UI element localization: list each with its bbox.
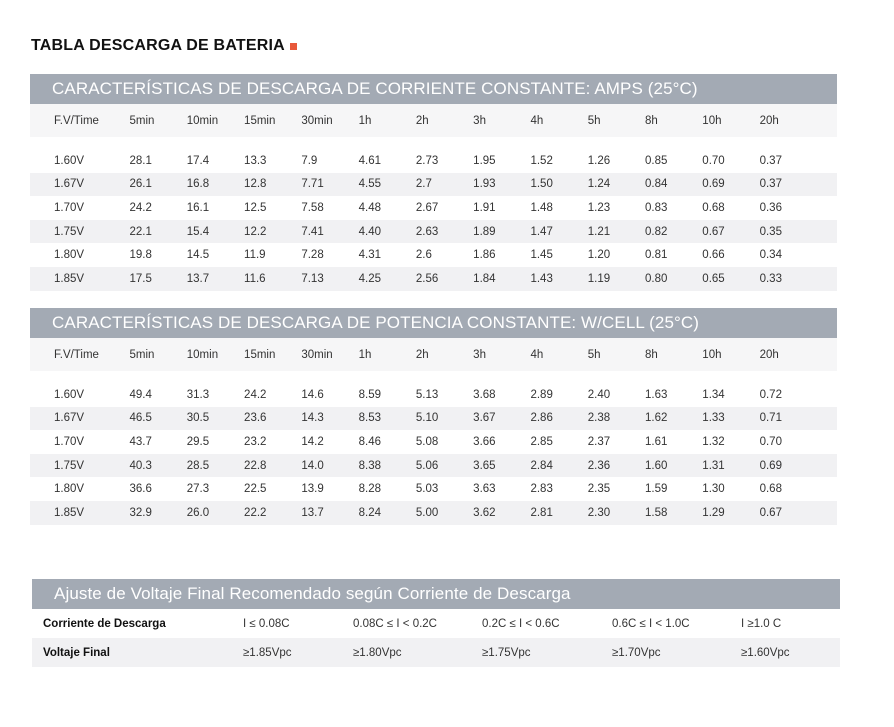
final-voltage-cell: 1.67V: [30, 173, 129, 197]
value-cell: 3.66: [473, 435, 496, 448]
column-header: 30min: [301, 338, 358, 371]
value-cell: 22.5: [244, 483, 267, 496]
value-cell: 0.68: [759, 483, 782, 496]
table-row: [30, 173, 837, 197]
value-cell: 7.71: [301, 173, 358, 197]
value-cell: 14.5: [186, 249, 210, 262]
value-cell: 40.3: [129, 454, 186, 478]
value-cell: 2.35: [587, 483, 611, 496]
value-cell: 26.1: [129, 173, 186, 197]
value-cell: 15.4: [187, 220, 244, 244]
value-cell: 4.31: [358, 249, 381, 262]
column-header: 20h: [760, 338, 837, 371]
value-cell: 22.1: [129, 220, 186, 244]
value-cell: 0.35: [760, 220, 837, 244]
column-header: 4h: [530, 338, 587, 371]
column-header: 1h: [359, 338, 416, 371]
column-header: 3h: [473, 104, 530, 137]
value-cell: 0.67: [702, 220, 759, 244]
value-cell: 2.36: [588, 454, 645, 478]
value-cell: 1.63: [645, 388, 668, 401]
column-header: F.V/Time: [30, 104, 129, 137]
value-cell: 11.6: [244, 267, 301, 291]
amps-section: [30, 74, 837, 291]
table-row: [30, 267, 837, 291]
value-cell: 5.00: [416, 501, 473, 525]
value-cell: 24.2: [244, 388, 267, 401]
value-cell: 1.45: [530, 249, 553, 262]
value-cell: 7.41: [301, 220, 358, 244]
accent-square-icon: [290, 43, 297, 50]
column-header: 4h: [530, 104, 587, 137]
column-header: 30min: [301, 104, 358, 137]
value-cell: 1.58: [645, 501, 702, 525]
value-cell: 1.50: [530, 173, 587, 197]
column-header: 15min: [244, 338, 301, 371]
value-cell: 7.13: [301, 267, 358, 291]
value-cell: 0.82: [645, 220, 702, 244]
value-cell: 7.58: [301, 201, 324, 214]
value-cell: 2.63: [416, 220, 473, 244]
value-cell: 12.5: [244, 201, 267, 214]
value-cell: 0.37: [759, 154, 782, 167]
value-cell: 0.70: [702, 154, 725, 167]
value-cell: 1.29: [702, 501, 759, 525]
page-title: [31, 37, 297, 55]
column-header: 3h: [473, 338, 530, 371]
final-voltage-cell: 1.80V: [54, 249, 85, 262]
value-cell: 1.23: [587, 201, 611, 214]
value-cell: 4.40: [359, 220, 416, 244]
value-cell: ≥1.80Vpc: [352, 638, 481, 667]
value-cell: 1.59: [645, 483, 668, 496]
value-cell: 28.5: [187, 454, 244, 478]
value-cell: 8.46: [358, 435, 381, 448]
value-cell: 1.24: [588, 173, 645, 197]
value-cell: 1.60: [645, 454, 702, 478]
table-row: [30, 454, 837, 478]
watts-section: [30, 308, 837, 525]
value-cell: 46.5: [129, 407, 186, 431]
value-cell: 8.59: [358, 388, 381, 401]
value-cell: 2.86: [530, 407, 587, 431]
value-cell: 2.67: [415, 201, 439, 214]
value-cell: 4.61: [358, 154, 381, 167]
value-cell: 2.85: [530, 435, 553, 448]
value-cell: 16.1: [186, 201, 210, 214]
value-cell: 16.8: [187, 173, 244, 197]
value-cell: 1.52: [530, 154, 553, 167]
value-cell: I ≥1.0 C: [741, 617, 782, 630]
value-cell: 0.68: [702, 201, 725, 214]
table-row: [30, 196, 837, 220]
value-cell: 11.9: [244, 249, 266, 262]
value-cell: 0.65: [702, 267, 759, 291]
final-voltage-cell: 1.67V: [30, 407, 129, 431]
value-cell: 49.4: [129, 388, 152, 401]
value-cell: 7.28: [301, 249, 324, 262]
value-cell: 8.28: [358, 483, 381, 496]
value-cell: 2.73: [415, 154, 439, 167]
value-cell: 2.89: [530, 388, 553, 401]
value-cell: 2.38: [588, 407, 645, 431]
final-voltage-cell: 1.70V: [54, 201, 85, 214]
column-header: 10h: [702, 104, 759, 137]
column-header: 2h: [416, 338, 473, 371]
watts-header-row: [30, 338, 837, 371]
value-cell: 26.0: [187, 501, 244, 525]
table-row: [30, 149, 837, 173]
page-title-text: TABLA DESCARGA DE BATERIA: [31, 37, 285, 54]
value-cell: 1.19: [588, 267, 645, 291]
value-cell: 5.03: [415, 483, 439, 496]
table-row: [30, 477, 837, 501]
table-row: [32, 638, 840, 667]
value-cell: 0.34: [759, 249, 782, 262]
value-cell: 1.89: [473, 220, 530, 244]
value-cell: 0.6C ≤ I < 1.0C: [612, 617, 690, 630]
value-cell: 1.26: [587, 154, 611, 167]
value-cell: 22.2: [244, 501, 301, 525]
value-cell: 36.6: [129, 483, 152, 496]
watts-table: [30, 338, 837, 525]
row-label: Corriente de Descarga: [43, 617, 166, 630]
value-cell: 30.5: [187, 407, 244, 431]
value-cell: 0.80: [645, 267, 702, 291]
value-cell: 7.9: [301, 154, 318, 167]
value-cell: 27.3: [186, 483, 210, 496]
column-header: F.V/Time: [30, 338, 129, 371]
final-voltage-cell: 1.70V: [54, 435, 85, 448]
value-cell: 8.24: [359, 501, 416, 525]
value-cell: 13.7: [301, 501, 358, 525]
value-cell: 5.10: [416, 407, 473, 431]
value-cell: 0.08C ≤ I < 0.2C: [353, 617, 437, 630]
value-cell: 17.4: [186, 154, 210, 167]
value-cell: 0.72: [759, 388, 782, 401]
final-voltage-cell: 1.80V: [54, 483, 85, 496]
value-cell: 22.8: [244, 454, 301, 478]
value-cell: 29.5: [186, 435, 210, 448]
value-cell: 0.37: [760, 173, 837, 197]
value-cell: 8.38: [359, 454, 416, 478]
value-cell: 4.25: [359, 267, 416, 291]
final-voltage-cell: 1.60V: [54, 154, 85, 167]
voltage-table: [32, 609, 840, 667]
amps-heading: CARACTERÍSTICAS DE DESCARGA DE CORRIENTE CONSTANTE: AMPS (25°C): [30, 74, 837, 104]
table-row: [30, 430, 837, 454]
table-row: [30, 407, 837, 431]
column-header: 2h: [416, 104, 473, 137]
value-cell: 24.2: [129, 201, 152, 214]
final-voltage-cell: 1.85V: [30, 267, 129, 291]
value-cell: 1.84: [473, 267, 530, 291]
value-cell: 1.20: [587, 249, 611, 262]
value-cell: 0.71: [760, 407, 837, 431]
value-cell: 23.2: [244, 435, 267, 448]
value-cell: ≥1.85Vpc: [242, 638, 352, 667]
value-cell: 0.2C ≤ I < 0.6C: [482, 617, 560, 630]
value-cell: 1.95: [473, 154, 496, 167]
table-row: [30, 243, 837, 267]
value-cell: ≥1.75Vpc: [481, 638, 611, 667]
final-voltage-cell: 1.60V: [54, 388, 85, 401]
value-cell: 1.47: [530, 220, 587, 244]
table-row: [30, 501, 837, 525]
value-cell: 3.67: [473, 407, 530, 431]
column-header: 10h: [702, 338, 759, 371]
value-cell: 0.84: [645, 173, 702, 197]
value-cell: 12.2: [244, 220, 301, 244]
final-voltage-cell: 1.75V: [30, 454, 129, 478]
value-cell: 13.7: [187, 267, 244, 291]
value-cell: 1.93: [473, 173, 530, 197]
watts-heading: CARACTERÍSTICAS DE DESCARGA DE POTENCIA CONSTANTE: W/CELL (25°C): [30, 308, 837, 338]
value-cell: 0.67: [760, 501, 837, 525]
value-cell: 31.3: [186, 388, 210, 401]
value-cell: 8.53: [359, 407, 416, 431]
final-voltage-cell: 1.75V: [30, 220, 129, 244]
value-cell: 14.3: [301, 407, 358, 431]
value-cell: 0.85: [645, 154, 668, 167]
value-cell: 1.62: [645, 407, 702, 431]
value-cell: 1.34: [702, 388, 725, 401]
value-cell: 2.6: [415, 249, 432, 262]
value-cell: 0.83: [645, 201, 668, 214]
value-cell: 5.08: [415, 435, 439, 448]
value-cell: 19.8: [129, 249, 152, 262]
value-cell: 3.68: [473, 388, 496, 401]
value-cell: 13.3: [244, 154, 267, 167]
value-cell: 0.69: [702, 173, 759, 197]
value-cell: 17.5: [129, 267, 186, 291]
column-header: 8h: [645, 104, 702, 137]
amps-table: [30, 104, 837, 291]
value-cell: 0.81: [645, 249, 668, 262]
table-row: [30, 383, 837, 407]
column-header: 10min: [187, 104, 244, 137]
amps-header-row: [30, 104, 837, 137]
value-cell: 4.48: [358, 201, 381, 214]
value-cell: 2.40: [587, 388, 611, 401]
value-cell: 5.06: [416, 454, 473, 478]
column-header: 8h: [645, 338, 702, 371]
value-cell: 2.83: [530, 483, 553, 496]
value-cell: 32.9: [129, 501, 186, 525]
value-cell: 1.32: [702, 435, 725, 448]
value-cell: 1.61: [645, 435, 668, 448]
value-cell: 1.43: [530, 267, 587, 291]
value-cell: 1.91: [473, 201, 496, 214]
value-cell: 28.1: [129, 154, 152, 167]
column-header: 1h: [359, 104, 416, 137]
value-cell: 2.56: [416, 267, 473, 291]
table-row: [30, 220, 837, 244]
value-cell: 23.6: [244, 407, 301, 431]
value-cell: 3.63: [473, 483, 496, 496]
value-cell: 43.7: [129, 435, 152, 448]
column-header: 10min: [187, 338, 244, 371]
voltage-section: [32, 579, 840, 667]
value-cell: 1.30: [702, 483, 725, 496]
table-row: [32, 609, 840, 638]
value-cell: 2.7: [416, 173, 473, 197]
column-header: 20h: [760, 104, 837, 137]
value-cell: 4.55: [359, 173, 416, 197]
value-cell: 0.70: [759, 435, 782, 448]
value-cell: 2.37: [587, 435, 611, 448]
value-cell: 13.9: [301, 483, 324, 496]
value-cell: 0.69: [760, 454, 837, 478]
value-cell: 2.81: [530, 501, 587, 525]
value-cell: 1.31: [702, 454, 759, 478]
value-cell: 2.30: [588, 501, 645, 525]
value-cell: I ≤ 0.08C: [243, 617, 290, 630]
column-header: 5h: [588, 338, 645, 371]
value-cell: 3.65: [473, 454, 530, 478]
value-cell: 12.8: [244, 173, 301, 197]
value-cell: 14.6: [301, 388, 324, 401]
value-cell: 5.13: [415, 388, 439, 401]
value-cell: 14.2: [301, 435, 324, 448]
final-voltage-cell: 1.85V: [30, 501, 129, 525]
column-header: 5min: [129, 104, 186, 137]
value-cell: ≥1.60Vpc: [740, 638, 840, 667]
column-header: 5h: [588, 104, 645, 137]
value-cell: 0.33: [760, 267, 837, 291]
value-cell: 2.84: [530, 454, 587, 478]
value-cell: 0.66: [702, 249, 725, 262]
value-cell: 14.0: [301, 454, 358, 478]
value-cell: 1.86: [473, 249, 496, 262]
voltage-heading: Ajuste de Voltaje Final Recomendado según Corriente de Descarga: [32, 579, 840, 609]
value-cell: 1.48: [530, 201, 553, 214]
value-cell: ≥1.70Vpc: [611, 638, 740, 667]
value-cell: 0.36: [759, 201, 782, 214]
column-header: 15min: [244, 104, 301, 137]
value-cell: 1.33: [702, 407, 759, 431]
value-cell: 3.62: [473, 501, 530, 525]
value-cell: 1.21: [588, 220, 645, 244]
row-label: Voltaje Final: [32, 638, 242, 667]
column-header: 5min: [129, 338, 186, 371]
